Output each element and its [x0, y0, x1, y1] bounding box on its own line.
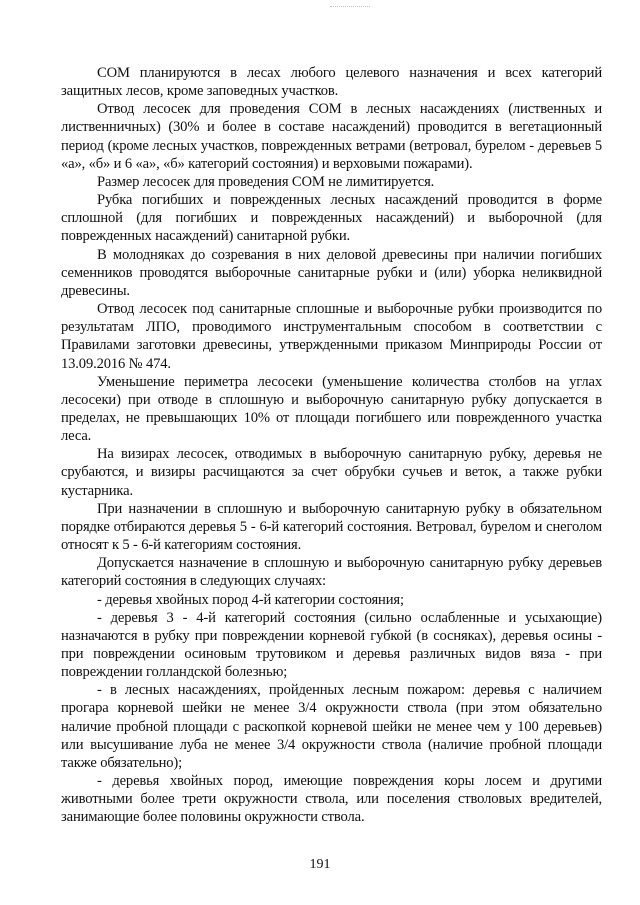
paragraph: На визирах лесосек, отводимых в выборочную санитарную рубку, деревья не срубаются, и визиры расчищаются за счет обрубки сучьев и веток, а также рубки кустарника. — [61, 446, 602, 499]
paragraph: Отвод лесосек под санитарные сплошные и выборочные рубки производится по результатам ЛПО, проводимого инструментальным способом в соответствии с Правилами заготовки древесины, утвержденными приказом Минприроды России от 13.09.2016 № 474. — [61, 301, 602, 372]
paragraph: Уменьшение периметра лесосеки (уменьшение количества столбов на углах лесосеки) при отводе в сплошную и выборочную санитарную рубку допускается в пределах, не превышающих 10% от площади погибшего или поврежденного участка леса. — [61, 373, 602, 445]
page-number: 191 — [309, 857, 331, 872]
paragraph: При назначении в сплошную и выборочную санитарную рубку в обязательном порядке отбираются деревья 5 - 6-й категорий состояния. Ветровал, бурелом и снеголом относят к 5 - 6-й категориям состояния. — [61, 500, 602, 554]
scan-artifact — [330, 6, 370, 9]
list-item: - в лесных насаждениях, пройденных лесным пожаром: деревья с наличием прогара корневой шейки не менее 3/4 окружности ствола (при этом обязательно наличие пробной площади с раскопкой корневой шейки не менее чем у 100 деревьев) или высушивание луба не менее 3/4 окружности ствола (наличие пробной площади также обязательно); — [61, 682, 602, 771]
paragraph: Размер лесосек для проведения СОМ не лимитируется. — [97, 173, 435, 190]
paragraph: В молодняках до созревания в них деловой древесины при наличии погибших семенников проводятся выборочные санитарные рубки и (или) уборка неликвидной древесины. — [61, 246, 602, 299]
list-item: - деревья хвойных пород 4-й категории состояния; — [97, 591, 404, 608]
paragraph: Рубка погибших и поврежденных лесных насаждений проводится в форме сплошной (для погибших и поврежденных насаждений) и выборочной (для поврежденных насаждений) санитарной рубки. — [61, 192, 602, 245]
list-item: - деревья хвойных пород, имеющие повреждения коры лосем и другими животными более трети окружности ствола, или поселения стволовых вредителей, занимающие более половины окружности ствола. — [61, 773, 602, 826]
paragraph: Допускается назначение в сплошную и выборочную санитарную рубку деревьев категорий состояния в следующих случаях: — [61, 555, 602, 590]
body-text — [61, 64, 602, 827]
paragraph: СОМ планируются в лесах любого целевого назначения и всех категорий защитных лесов, кроме заповедных участков. — [61, 65, 602, 100]
list-item: - деревья 3 - 4-й категорий состояния (сильно ослабленные и усыхающие) назначаются в рубку при повреждении корневой губкой (в сосняках), деревья осины - при повреждении осиновым трутовиком и деревья различных видов вяза - при повреждении голландской болезнью; — [61, 609, 602, 681]
paragraph: Отвод лесосек для проведения СОМ в лесных насаждениях (лиственных и лиственничных) (30% и более в составе насаждений) проводится в вегетационный период (кроме лесных участков, поврежденных ветрами (ветровал, бурелом - деревьев 5 «а», «б» и 6 «а», «б» категорий состояния) и верховыми пожарами). — [61, 101, 602, 172]
